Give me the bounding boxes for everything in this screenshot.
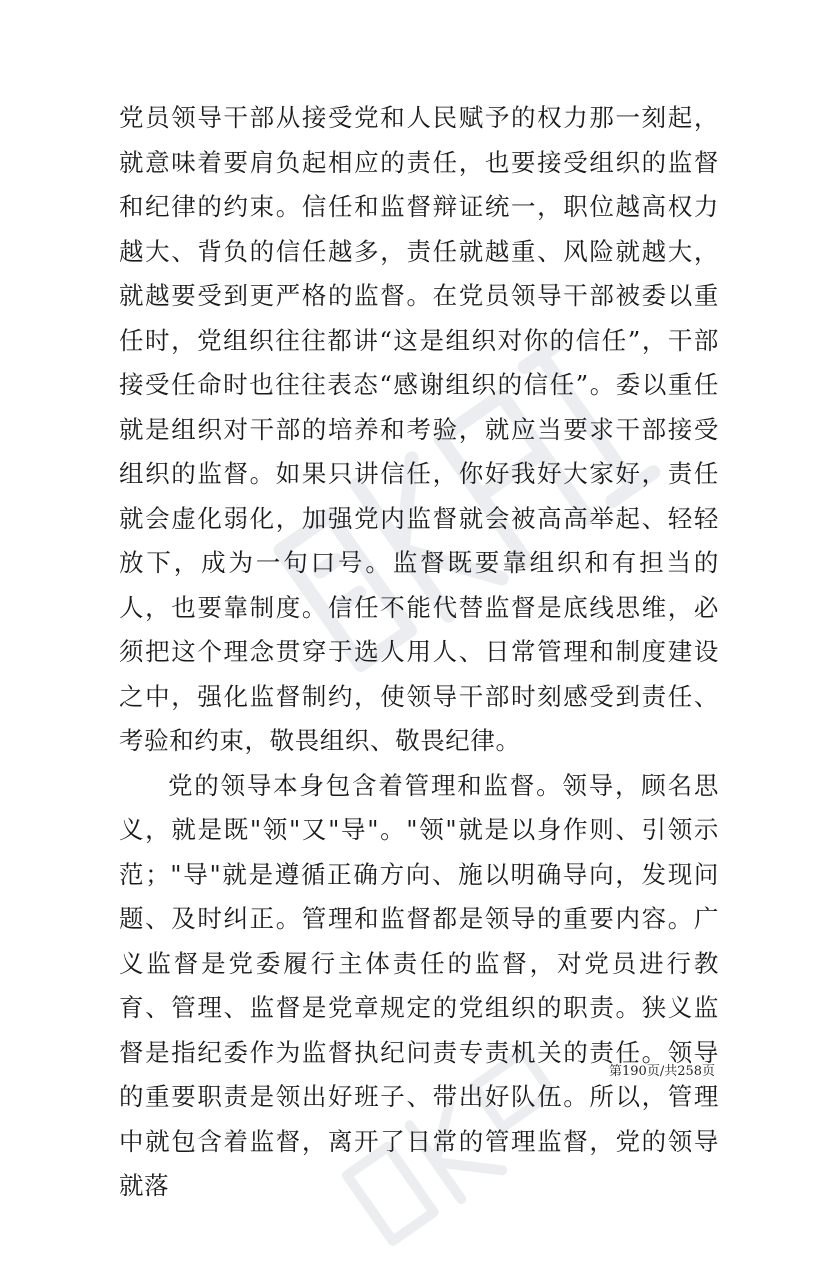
document-body: [119, 96, 719, 1209]
page-number: 第190页/共258页: [609, 1064, 716, 1079]
paragraph-2: 党的领导本身包含着管理和监督。领导，顾名思义，就是既"领"又"导"。"领"就是以身作则、引领示范；"导"就是遵循正确方向、施以明确导向，发现问题、及时纠正。管理和监督都是领导的重要内容。广义监督是党委履行主体责任的监督，对党员进行教育、管理、监督是党章规定的党组织的职责。狭义监督是指纪委作为监督执纪问责专责机关的责任。领导的重要职责是领出好班子、带出好队伍。所以，管理中就包含着监督，离开了日常的管理监督，党的领导就落: [119, 770, 719, 1200]
paragraph-1: 党员领导干部从接受党和人民赋予的权力那一刻起，就意味着要肩负起相应的责任，也要接受组织的监督和纪律的约束。信任和监督辩证统一，职位越高权力越大、背负的信任越多，责任就越重、风险就越大，就越要受到更严格的监督。在党员领导干部被委以重任时，党组织往往都讲“这是组织对你的信任”，干部接受任命时也往往表态“感谢组织的信任”。委以重任就是组织对干部的培养和考验，就应当要求干部接受组织的监督。如果只讲信任，你好我好大家好，责任就会虚化弱化，加强党内监督就会被高高举起、轻轻放下，成为一句口号。监督既要靠组织和有担当的人，也要靠制度。信任不能代替监督是底线思维，必须把这个理念贯穿于选人用人、日常管理和制度建设之中，强化监督制约，使领导干部时刻感受到责任、考验和约束，敬畏组织、敬畏纪律。: [119, 103, 719, 755]
